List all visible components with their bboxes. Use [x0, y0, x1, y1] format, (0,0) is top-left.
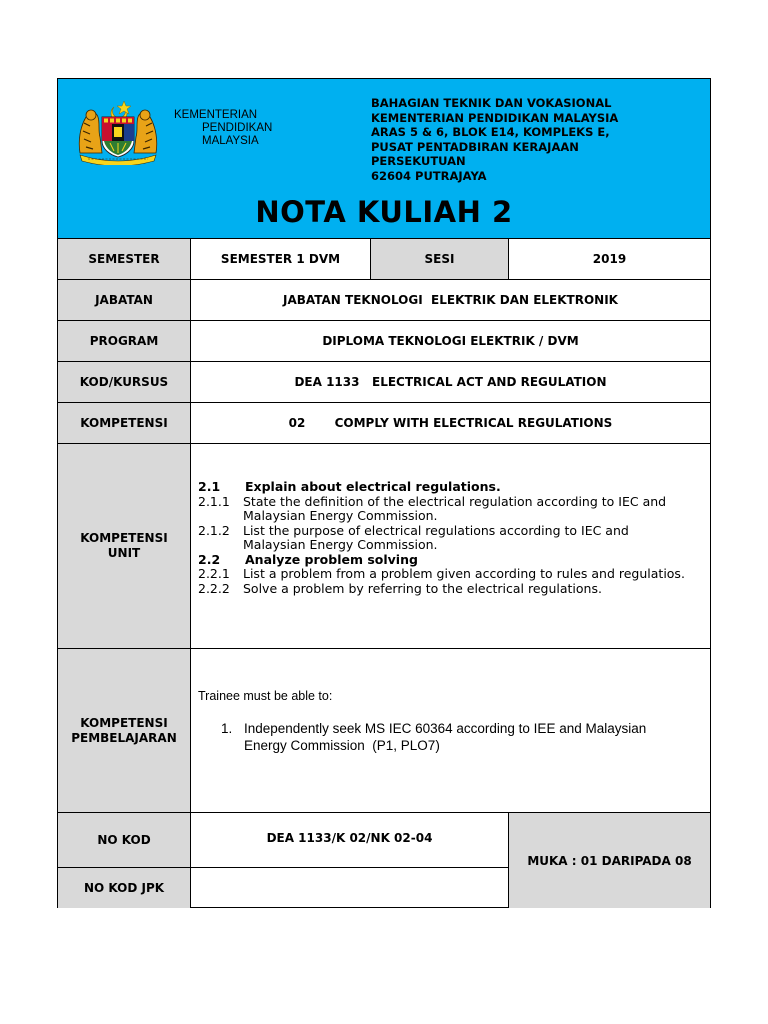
item-text	[244, 720, 646, 754]
no-kod-value: DEA 1133/K 02/NK 02-04	[191, 813, 509, 868]
ministry-line: MALAYSIA	[202, 135, 259, 147]
section-heading	[198, 480, 685, 495]
ministry-name	[174, 109, 272, 148]
malaysia-coat-of-arms-icon	[74, 97, 162, 165]
item-number: 1.	[221, 721, 233, 736]
kod-kursus-row	[58, 362, 710, 403]
kompetensi-row	[58, 403, 710, 444]
semester-label: SEMESTER	[58, 239, 191, 279]
no-kod-jpk-value	[191, 868, 509, 908]
header-banner	[58, 79, 710, 239]
kompetensi-pembelajaran-row	[58, 649, 710, 813]
kod-kursus-value: DEA 1133 ELECTRICAL ACT AND REGULATION	[294, 375, 607, 389]
item-text-continued: Malaysian Energy Commission.	[243, 537, 438, 552]
section-number: 2.1	[198, 479, 221, 494]
ministry-address	[371, 96, 618, 183]
semester-value: SEMESTER 1 DVM	[191, 239, 371, 279]
item-text: List the purpose of electrical regulations according to IEC and	[243, 522, 629, 538]
ministry-line: KEMENTERIAN	[174, 109, 258, 121]
list-item	[221, 720, 646, 754]
address-line: PUSAT PENTADBIRAN KERAJAAN	[371, 139, 579, 154]
item-text-line: Energy Commission (P1, PLO7)	[244, 738, 440, 753]
kompetensi-unit-row	[58, 444, 710, 649]
jabatan-row	[58, 280, 710, 321]
learning-intro: Trainee must be able to:	[198, 689, 333, 703]
section-heading	[198, 553, 685, 568]
program-row	[58, 321, 710, 362]
section-number: 2.2	[198, 551, 221, 567]
program-value: DIPLOMA TEKNOLOGI ELEKTRIK / DVM	[322, 334, 579, 348]
no-kod-jpk-label: NO KOD JPK	[58, 868, 191, 908]
kompetensi-value: 02 COMPLY WITH ELECTRICAL REGULATIONS	[288, 416, 613, 430]
ministry-line: PENDIDIKAN	[202, 122, 273, 134]
item-number: 2.2.2	[198, 580, 230, 596]
list-item	[198, 495, 685, 510]
item-text: List a problem from a problem given according to rules and regulatios.	[243, 566, 685, 581]
address-line: BAHAGIAN TEKNIK DAN VOKASIONAL	[371, 96, 612, 110]
lecture-note-cover	[57, 78, 711, 908]
address-line: ARAS 5 & 6, BLOK E14, KOMPLEKS E,	[371, 125, 610, 139]
item-number: 2.1.2	[198, 522, 230, 538]
program-label: PROGRAM	[58, 321, 191, 361]
item-number: 2.1.1	[198, 493, 230, 509]
item-number: 2.2.1	[198, 566, 230, 581]
kompetensi-unit-label: KOMPETENSI UNIT	[58, 444, 191, 648]
kompetensi-pembelajaran-content	[198, 689, 646, 754]
list-item	[198, 582, 685, 597]
address-line: PERSEKUTUAN	[371, 154, 466, 168]
no-kod-label: NO KOD	[58, 813, 191, 868]
sesi-value: 2019	[592, 252, 627, 266]
semester-row	[58, 239, 710, 280]
list-item	[198, 567, 685, 582]
item-text-line: Independently seek MS IEC 60364 according to IEE and Malaysian	[244, 721, 647, 736]
kompetensi-label: KOMPETENSI	[58, 403, 191, 443]
item-text-continued: Malaysian Energy Commission.	[243, 508, 438, 523]
item-text: State the definition of the electrical regulation according to IEC and	[243, 493, 667, 509]
address-line: 62604 PUTRAJAYA	[371, 168, 487, 183]
kompetensi-unit-content	[198, 480, 685, 596]
section-title: Analyze problem solving	[245, 551, 418, 567]
muka-value: MUKA : 01 DARIPADA 08	[509, 813, 710, 908]
address-line: KEMENTERIAN PENDIDIKAN MALAYSIA	[371, 110, 619, 125]
kod-block	[58, 813, 710, 908]
page-title: NOTA KULIAH 2	[255, 195, 513, 229]
kompetensi-pembelajaran-label: KOMPETENSI PEMBELAJARAN	[58, 649, 191, 812]
section-title: Explain about electrical regulations.	[245, 479, 501, 494]
jabatan-label: JABATAN	[58, 280, 191, 320]
list-item	[198, 524, 685, 539]
kod-kursus-label: KOD/KURSUS	[58, 362, 191, 402]
jabatan-value: JABATAN TEKNOLOGI ELEKTRIK DAN ELEKTRONIK	[283, 293, 618, 307]
item-text: Solve a problem by referring to the electrical regulations.	[243, 580, 602, 596]
sesi-label: SESI	[371, 239, 509, 279]
